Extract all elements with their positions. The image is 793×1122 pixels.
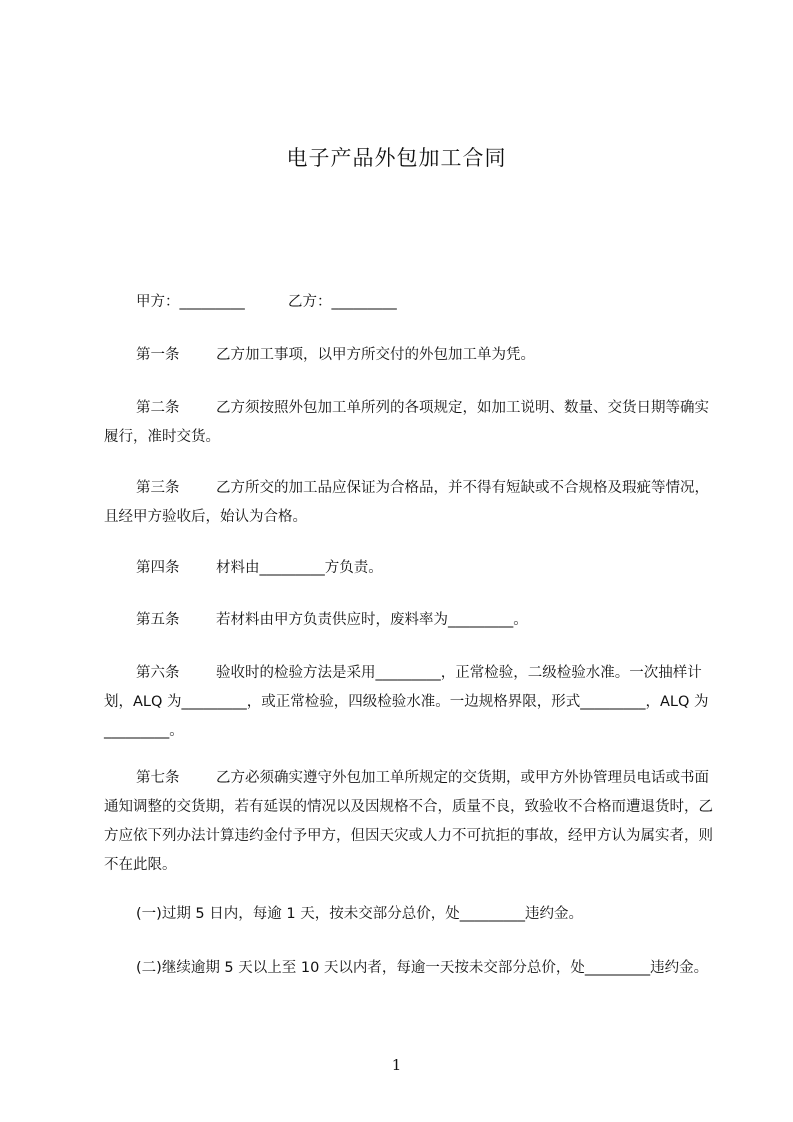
article-7-text: 乙方必须确实遵守外包加工单所规定的交货期，或甲方外协管理员电话或书面通知调整的交货期，若有延误的情况以及因规格不合，质量不良，致验收不合格而遭退货时，乙方应依下列办法计算违约金付予甲方，但因天灾或人力不可抗拒的事故，经甲方认为属实者，则不在此限。 [104,770,713,873]
clause-1: (一)过期 5 日内，每逾 1 天，按未交部分总价，处_________违约金。 [136,906,583,922]
article-3-text: 乙方所交的加工品应保证为合格品，并不得有短缺或不合规格及瑕疵等情况，且经甲方验收后，始认为合格。 [104,480,709,525]
article-2 [104,394,716,452]
article-7 [104,764,716,880]
article-1-text: 乙方加工事项，以甲方所交付的外包加工单为凭。 [216,347,535,363]
article-5-label: 第五条 [136,612,180,628]
article-6-label: 第六条 [136,665,180,681]
article-4-text: 材料由_________方负责。 [216,560,383,576]
article-5-text: 若材料由甲方负责供应时，废料率为_________。 [216,612,528,628]
article-1-label: 第一条 [136,347,180,363]
document-title: 电子产品外包加工合同 [286,146,507,170]
article-2-text: 乙方须按照外包加工单所列的各项规定，如加工说明、数量、交货日期等确实履行，准时交货。 [104,400,709,445]
page-number: 1 [391,1056,402,1074]
article-6-text: 验收时的检验方法是采用_________，正常检验，二级检验水准。一次抽样计划，ALQ 为_________，或正常检验，四级检验水准。一边规格界限，形式_________，ALQ 为_________。 [104,665,709,739]
article-3-label: 第三条 [136,480,180,496]
article-6 [104,659,716,746]
article-4-label: 第四条 [136,560,180,576]
article-7-label: 第七条 [136,770,180,786]
clause-2: (二)继续逾期 5 天以上至 10 天以内者，每逾一天按未交部分总价，处_________违约金。 [136,960,709,976]
article-3 [104,474,716,532]
party-a-label: 甲方：_________ [136,294,245,310]
article-2-label: 第二条 [136,400,180,416]
party-b-label: 乙方：_________ [288,294,397,310]
